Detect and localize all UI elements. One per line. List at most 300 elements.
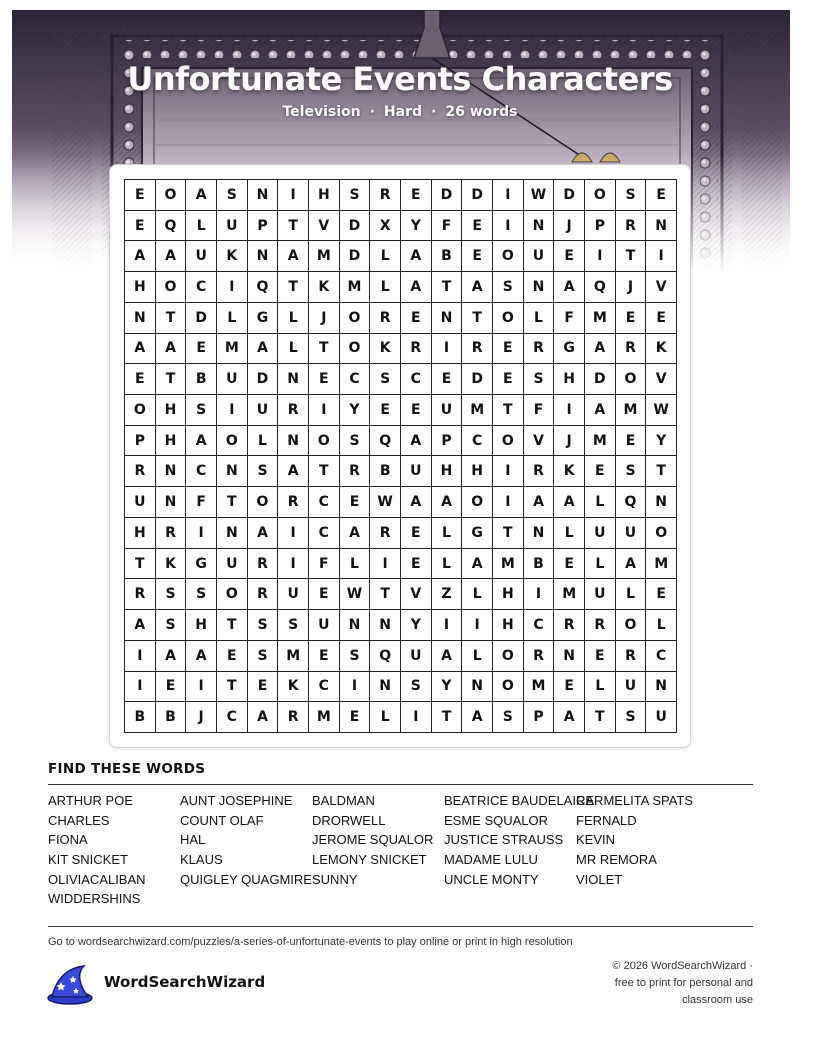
grid-cell[interactable]: S: [524, 364, 555, 395]
grid-cell[interactable]: F: [309, 549, 340, 580]
grid-cell[interactable]: O: [156, 180, 187, 211]
grid-cell[interactable]: U: [616, 518, 647, 549]
grid-cell[interactable]: P: [248, 211, 279, 242]
grid-cell[interactable]: R: [125, 579, 156, 610]
grid-cell[interactable]: M: [554, 579, 585, 610]
grid-cell[interactable]: Q: [616, 487, 647, 518]
grid-cell[interactable]: E: [585, 456, 616, 487]
grid-cell[interactable]: B: [370, 456, 401, 487]
grid-cell[interactable]: Z: [432, 579, 463, 610]
grid-cell[interactable]: N: [524, 518, 555, 549]
grid-cell[interactable]: J: [186, 702, 217, 733]
grid-cell[interactable]: S: [340, 641, 371, 672]
grid-cell[interactable]: C: [401, 364, 432, 395]
grid-cell[interactable]: A: [462, 549, 493, 580]
grid-cell[interactable]: T: [585, 702, 616, 733]
grid-cell[interactable]: L: [186, 211, 217, 242]
grid-cell[interactable]: E: [125, 364, 156, 395]
grid-cell[interactable]: L: [616, 579, 647, 610]
grid-cell[interactable]: O: [340, 334, 371, 365]
grid-cell[interactable]: S: [186, 395, 217, 426]
grid-cell[interactable]: I: [217, 395, 248, 426]
grid-cell[interactable]: Q: [585, 272, 616, 303]
grid-cell[interactable]: R: [462, 334, 493, 365]
grid-cell[interactable]: R: [616, 334, 647, 365]
grid-cell[interactable]: H: [125, 272, 156, 303]
grid-cell[interactable]: I: [432, 334, 463, 365]
grid-cell[interactable]: I: [493, 487, 524, 518]
grid-cell[interactable]: I: [278, 549, 309, 580]
grid-cell[interactable]: Y: [646, 426, 677, 457]
grid-cell[interactable]: O: [493, 641, 524, 672]
grid-cell[interactable]: A: [156, 334, 187, 365]
grid-cell[interactable]: Q: [370, 641, 401, 672]
grid-cell[interactable]: E: [493, 334, 524, 365]
grid-cell[interactable]: I: [524, 579, 555, 610]
grid-cell[interactable]: I: [493, 211, 524, 242]
grid-cell[interactable]: F: [554, 303, 585, 334]
grid-cell[interactable]: T: [309, 456, 340, 487]
grid-cell[interactable]: R: [616, 211, 647, 242]
grid-cell[interactable]: E: [616, 426, 647, 457]
grid-cell[interactable]: A: [125, 334, 156, 365]
grid-cell[interactable]: B: [125, 702, 156, 733]
grid-cell[interactable]: L: [585, 672, 616, 703]
grid-cell[interactable]: E: [616, 303, 647, 334]
grid-cell[interactable]: A: [462, 702, 493, 733]
grid-cell[interactable]: E: [401, 180, 432, 211]
grid-cell[interactable]: P: [524, 702, 555, 733]
grid-cell[interactable]: J: [309, 303, 340, 334]
grid-cell[interactable]: I: [370, 549, 401, 580]
grid-cell[interactable]: Q: [370, 426, 401, 457]
grid-cell[interactable]: M: [309, 241, 340, 272]
grid-cell[interactable]: R: [278, 395, 309, 426]
grid-cell[interactable]: C: [309, 518, 340, 549]
grid-cell[interactable]: U: [616, 672, 647, 703]
grid-cell[interactable]: V: [309, 211, 340, 242]
grid-cell[interactable]: E: [554, 549, 585, 580]
grid-cell[interactable]: A: [248, 518, 279, 549]
grid-cell[interactable]: I: [554, 395, 585, 426]
grid-cell[interactable]: U: [278, 579, 309, 610]
grid-cell[interactable]: O: [217, 426, 248, 457]
grid-cell[interactable]: A: [554, 272, 585, 303]
grid-cell[interactable]: R: [554, 610, 585, 641]
grid-cell[interactable]: O: [493, 672, 524, 703]
grid-cell[interactable]: Q: [156, 211, 187, 242]
grid-cell[interactable]: A: [125, 241, 156, 272]
grid-cell[interactable]: N: [125, 303, 156, 334]
grid-cell[interactable]: K: [554, 456, 585, 487]
grid-cell[interactable]: I: [217, 272, 248, 303]
grid-cell[interactable]: R: [585, 610, 616, 641]
grid-cell[interactable]: N: [646, 211, 677, 242]
grid-cell[interactable]: N: [432, 303, 463, 334]
grid-cell[interactable]: S: [248, 456, 279, 487]
grid-cell[interactable]: C: [340, 364, 371, 395]
grid-cell[interactable]: A: [186, 180, 217, 211]
grid-cell[interactable]: A: [401, 487, 432, 518]
grid-cell[interactable]: T: [125, 549, 156, 580]
grid-cell[interactable]: O: [309, 426, 340, 457]
grid-cell[interactable]: T: [278, 272, 309, 303]
grid-cell[interactable]: H: [309, 180, 340, 211]
grid-cell[interactable]: L: [585, 487, 616, 518]
grid-cell[interactable]: E: [493, 364, 524, 395]
grid-cell[interactable]: C: [186, 272, 217, 303]
grid-cell[interactable]: N: [646, 487, 677, 518]
grid-cell[interactable]: A: [524, 487, 555, 518]
grid-cell[interactable]: O: [248, 487, 279, 518]
grid-cell[interactable]: T: [370, 579, 401, 610]
grid-cell[interactable]: B: [524, 549, 555, 580]
grid-cell[interactable]: I: [585, 241, 616, 272]
grid-cell[interactable]: A: [554, 487, 585, 518]
grid-cell[interactable]: R: [125, 456, 156, 487]
grid-cell[interactable]: A: [401, 426, 432, 457]
grid-cell[interactable]: C: [217, 702, 248, 733]
grid-cell[interactable]: U: [524, 241, 555, 272]
grid-cell[interactable]: U: [217, 211, 248, 242]
grid-cell[interactable]: L: [585, 549, 616, 580]
grid-cell[interactable]: N: [217, 518, 248, 549]
grid-cell[interactable]: T: [217, 672, 248, 703]
grid-cell[interactable]: N: [524, 211, 555, 242]
grid-cell[interactable]: N: [370, 610, 401, 641]
grid-cell[interactable]: M: [278, 641, 309, 672]
grid-cell[interactable]: A: [432, 641, 463, 672]
grid-cell[interactable]: P: [585, 211, 616, 242]
grid-cell[interactable]: E: [309, 364, 340, 395]
grid-cell[interactable]: U: [401, 456, 432, 487]
grid-cell[interactable]: C: [186, 456, 217, 487]
grid-cell[interactable]: I: [340, 672, 371, 703]
grid-cell[interactable]: E: [248, 672, 279, 703]
grid-cell[interactable]: K: [370, 334, 401, 365]
grid-cell[interactable]: D: [248, 364, 279, 395]
grid-cell[interactable]: A: [248, 334, 279, 365]
grid-cell[interactable]: A: [278, 456, 309, 487]
grid-cell[interactable]: N: [646, 672, 677, 703]
grid-cell[interactable]: T: [493, 518, 524, 549]
grid-cell[interactable]: Y: [432, 672, 463, 703]
grid-cell[interactable]: A: [462, 272, 493, 303]
grid-cell[interactable]: U: [585, 579, 616, 610]
grid-cell[interactable]: E: [401, 549, 432, 580]
grid-cell[interactable]: A: [156, 641, 187, 672]
grid-cell[interactable]: T: [616, 241, 647, 272]
grid-cell[interactable]: E: [585, 641, 616, 672]
grid-cell[interactable]: W: [524, 180, 555, 211]
grid-cell[interactable]: I: [493, 456, 524, 487]
grid-cell[interactable]: N: [278, 364, 309, 395]
grid-cell[interactable]: T: [432, 702, 463, 733]
grid-cell[interactable]: U: [309, 610, 340, 641]
grid-cell[interactable]: E: [646, 579, 677, 610]
grid-cell[interactable]: T: [309, 334, 340, 365]
grid-cell[interactable]: A: [554, 702, 585, 733]
grid-cell[interactable]: N: [248, 180, 279, 211]
grid-cell[interactable]: A: [125, 610, 156, 641]
grid-cell[interactable]: O: [493, 241, 524, 272]
grid-cell[interactable]: E: [125, 211, 156, 242]
grid-cell[interactable]: E: [217, 641, 248, 672]
grid-cell[interactable]: A: [401, 241, 432, 272]
grid-cell[interactable]: L: [370, 272, 401, 303]
grid-cell[interactable]: N: [340, 610, 371, 641]
grid-cell[interactable]: T: [156, 364, 187, 395]
grid-cell[interactable]: S: [616, 456, 647, 487]
grid-cell[interactable]: X: [370, 211, 401, 242]
grid-cell[interactable]: Y: [340, 395, 371, 426]
grid-cell[interactable]: O: [646, 518, 677, 549]
grid-cell[interactable]: R: [524, 334, 555, 365]
grid-cell[interactable]: A: [616, 549, 647, 580]
grid-cell[interactable]: S: [248, 610, 279, 641]
grid-cell[interactable]: J: [554, 211, 585, 242]
grid-cell[interactable]: S: [248, 641, 279, 672]
grid-cell[interactable]: N: [217, 456, 248, 487]
grid-cell[interactable]: G: [462, 518, 493, 549]
grid-cell[interactable]: L: [340, 549, 371, 580]
grid-cell[interactable]: S: [186, 579, 217, 610]
grid-cell[interactable]: I: [309, 395, 340, 426]
grid-cell[interactable]: H: [493, 579, 524, 610]
grid-cell[interactable]: T: [646, 456, 677, 487]
grid-cell[interactable]: E: [554, 672, 585, 703]
grid-cell[interactable]: I: [186, 672, 217, 703]
grid-cell[interactable]: E: [401, 303, 432, 334]
grid-cell[interactable]: O: [493, 303, 524, 334]
grid-cell[interactable]: U: [248, 395, 279, 426]
grid-cell[interactable]: A: [278, 241, 309, 272]
grid-cell[interactable]: E: [401, 518, 432, 549]
grid-cell[interactable]: R: [370, 180, 401, 211]
grid-cell[interactable]: A: [585, 395, 616, 426]
grid-cell[interactable]: V: [646, 364, 677, 395]
grid-cell[interactable]: M: [462, 395, 493, 426]
grid-cell[interactable]: N: [554, 641, 585, 672]
grid-cell[interactable]: L: [248, 426, 279, 457]
grid-cell[interactable]: M: [340, 272, 371, 303]
grid-cell[interactable]: L: [370, 702, 401, 733]
grid-cell[interactable]: I: [432, 610, 463, 641]
grid-cell[interactable]: N: [278, 426, 309, 457]
grid-cell[interactable]: H: [493, 610, 524, 641]
grid-cell[interactable]: M: [493, 549, 524, 580]
grid-cell[interactable]: U: [186, 241, 217, 272]
grid-cell[interactable]: K: [156, 549, 187, 580]
grid-cell[interactable]: M: [646, 549, 677, 580]
grid-cell[interactable]: D: [186, 303, 217, 334]
grid-cell[interactable]: M: [217, 334, 248, 365]
grid-cell[interactable]: U: [217, 364, 248, 395]
grid-cell[interactable]: H: [462, 456, 493, 487]
grid-cell[interactable]: F: [186, 487, 217, 518]
grid-cell[interactable]: G: [554, 334, 585, 365]
grid-cell[interactable]: H: [156, 395, 187, 426]
grid-cell[interactable]: R: [524, 641, 555, 672]
grid-cell[interactable]: A: [186, 641, 217, 672]
grid-cell[interactable]: M: [616, 395, 647, 426]
grid-cell[interactable]: R: [370, 303, 401, 334]
grid-cell[interactable]: O: [585, 180, 616, 211]
grid-cell[interactable]: S: [156, 579, 187, 610]
brand-name[interactable]: WordSearchWizard: [104, 973, 266, 991]
grid-cell[interactable]: L: [646, 610, 677, 641]
grid-cell[interactable]: D: [340, 211, 371, 242]
grid-cell[interactable]: L: [217, 303, 248, 334]
grid-cell[interactable]: Q: [248, 272, 279, 303]
grid-cell[interactable]: P: [432, 426, 463, 457]
grid-cell[interactable]: O: [217, 579, 248, 610]
grid-cell[interactable]: J: [554, 426, 585, 457]
grid-cell[interactable]: N: [524, 272, 555, 303]
grid-cell[interactable]: A: [585, 334, 616, 365]
grid-cell[interactable]: O: [493, 426, 524, 457]
grid-cell[interactable]: A: [248, 702, 279, 733]
grid-cell[interactable]: V: [646, 272, 677, 303]
grid-cell[interactable]: E: [646, 303, 677, 334]
grid-cell[interactable]: D: [340, 241, 371, 272]
grid-cell[interactable]: E: [156, 672, 187, 703]
grid-cell[interactable]: L: [524, 303, 555, 334]
grid-cell[interactable]: R: [524, 456, 555, 487]
grid-cell[interactable]: I: [646, 241, 677, 272]
grid-cell[interactable]: M: [585, 426, 616, 457]
grid-cell[interactable]: T: [493, 395, 524, 426]
grid-cell[interactable]: E: [432, 364, 463, 395]
grid-cell[interactable]: R: [248, 579, 279, 610]
grid-cell[interactable]: L: [432, 518, 463, 549]
grid-cell[interactable]: F: [524, 395, 555, 426]
grid-cell[interactable]: R: [370, 518, 401, 549]
grid-cell[interactable]: W: [646, 395, 677, 426]
grid-cell[interactable]: D: [554, 180, 585, 211]
grid-cell[interactable]: V: [401, 579, 432, 610]
grid-cell[interactable]: C: [646, 641, 677, 672]
grid-cell[interactable]: V: [524, 426, 555, 457]
grid-cell[interactable]: Y: [401, 610, 432, 641]
grid-cell[interactable]: T: [217, 610, 248, 641]
grid-cell[interactable]: A: [340, 518, 371, 549]
grid-cell[interactable]: U: [401, 641, 432, 672]
grid-cell[interactable]: S: [156, 610, 187, 641]
grid-cell[interactable]: S: [493, 702, 524, 733]
grid-cell[interactable]: I: [462, 610, 493, 641]
grid-cell[interactable]: F: [432, 211, 463, 242]
grid-cell[interactable]: E: [309, 641, 340, 672]
grid-cell[interactable]: S: [278, 610, 309, 641]
grid-cell[interactable]: R: [278, 487, 309, 518]
grid-cell[interactable]: D: [462, 364, 493, 395]
grid-cell[interactable]: R: [248, 549, 279, 580]
grid-cell[interactable]: O: [156, 272, 187, 303]
grid-cell[interactable]: C: [462, 426, 493, 457]
grid-cell[interactable]: D: [462, 180, 493, 211]
grid-cell[interactable]: R: [278, 702, 309, 733]
grid-cell[interactable]: K: [309, 272, 340, 303]
grid-cell[interactable]: K: [646, 334, 677, 365]
grid-cell[interactable]: G: [186, 549, 217, 580]
grid-cell[interactable]: P: [125, 426, 156, 457]
grid-cell[interactable]: M: [524, 672, 555, 703]
grid-cell[interactable]: A: [432, 487, 463, 518]
grid-cell[interactable]: E: [309, 579, 340, 610]
grid-cell[interactable]: I: [278, 180, 309, 211]
grid-cell[interactable]: L: [278, 303, 309, 334]
grid-cell[interactable]: M: [585, 303, 616, 334]
grid-cell[interactable]: C: [309, 487, 340, 518]
grid-cell[interactable]: E: [401, 395, 432, 426]
grid-cell[interactable]: T: [462, 303, 493, 334]
grid-cell[interactable]: E: [462, 211, 493, 242]
grid-cell[interactable]: A: [186, 426, 217, 457]
grid-cell[interactable]: T: [217, 487, 248, 518]
grid-cell[interactable]: W: [340, 579, 371, 610]
grid-cell[interactable]: L: [554, 518, 585, 549]
grid-cell[interactable]: D: [585, 364, 616, 395]
grid-cell[interactable]: Y: [401, 211, 432, 242]
grid-cell[interactable]: E: [370, 395, 401, 426]
grid-cell[interactable]: E: [186, 334, 217, 365]
grid-cell[interactable]: L: [278, 334, 309, 365]
grid-cell[interactable]: T: [432, 272, 463, 303]
grid-cell[interactable]: I: [493, 180, 524, 211]
grid-cell[interactable]: S: [616, 702, 647, 733]
grid-cell[interactable]: M: [309, 702, 340, 733]
grid-cell[interactable]: T: [156, 303, 187, 334]
grid-cell[interactable]: E: [125, 180, 156, 211]
grid-cell[interactable]: O: [616, 610, 647, 641]
grid-cell[interactable]: L: [462, 641, 493, 672]
grid-cell[interactable]: G: [248, 303, 279, 334]
grid-cell[interactable]: H: [554, 364, 585, 395]
grid-cell[interactable]: E: [340, 487, 371, 518]
grid-cell[interactable]: I: [186, 518, 217, 549]
grid-cell[interactable]: S: [340, 426, 371, 457]
grid-cell[interactable]: N: [156, 456, 187, 487]
grid-cell[interactable]: O: [125, 395, 156, 426]
grid-cell[interactable]: I: [278, 518, 309, 549]
grid-cell[interactable]: S: [616, 180, 647, 211]
footer-url-text[interactable]: Go to wordsearchwizard.com/puzzles/a-series-of-unfortunate-events to play online or print in high resolution: [48, 936, 573, 948]
grid-cell[interactable]: A: [156, 241, 187, 272]
grid-cell[interactable]: A: [401, 272, 432, 303]
grid-cell[interactable]: W: [370, 487, 401, 518]
grid-cell[interactable]: U: [217, 549, 248, 580]
grid-cell[interactable]: S: [370, 364, 401, 395]
grid-cell[interactable]: R: [156, 518, 187, 549]
grid-cell[interactable]: B: [186, 364, 217, 395]
grid-cell[interactable]: E: [340, 702, 371, 733]
grid-cell[interactable]: L: [432, 549, 463, 580]
grid-cell[interactable]: S: [493, 272, 524, 303]
grid-cell[interactable]: U: [646, 702, 677, 733]
grid-cell[interactable]: T: [278, 211, 309, 242]
grid-cell[interactable]: H: [186, 610, 217, 641]
grid-cell[interactable]: B: [156, 702, 187, 733]
grid-cell[interactable]: C: [524, 610, 555, 641]
grid-cell[interactable]: R: [340, 456, 371, 487]
grid-cell[interactable]: L: [370, 241, 401, 272]
grid-cell[interactable]: H: [432, 456, 463, 487]
grid-cell[interactable]: N: [156, 487, 187, 518]
grid-cell[interactable]: K: [278, 672, 309, 703]
grid-cell[interactable]: L: [462, 579, 493, 610]
grid-cell[interactable]: U: [585, 518, 616, 549]
